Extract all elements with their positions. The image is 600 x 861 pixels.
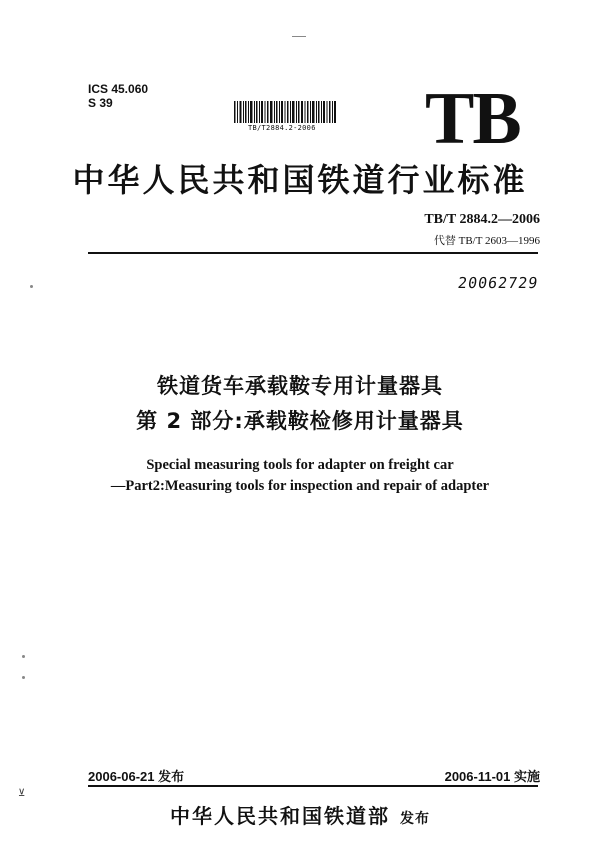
standard-number: TB/T 2884.2—2006 — [424, 212, 540, 227]
classification-codes — [88, 82, 148, 110]
implement-date: 2006-11-01 实施 — [444, 769, 540, 784]
handwritten-number: 20062729 — [456, 274, 540, 292]
barcode-number: TB/T2884.2-2006 — [248, 124, 316, 132]
header-divider — [88, 252, 538, 254]
scan-mark — [292, 36, 306, 37]
footer-divider — [88, 785, 538, 787]
category-code: S 39 — [88, 96, 113, 110]
en-title-line-2: —Part2:Measuring tools for inspection and repair of adapter — [110, 478, 490, 494]
replaces-standard: 代替 TB/T 2603—1996 — [433, 235, 540, 247]
cn-title-line-2: 第 2 部分:承载鞍检修用计量器具 — [136, 409, 464, 433]
publisher-suffix: 发布 — [400, 811, 430, 827]
scan-mark — [22, 676, 25, 679]
publisher — [0, 800, 600, 829]
scan-mark — [30, 285, 33, 288]
scan-mark — [22, 655, 25, 658]
issue-date: 2006-06-21 发布 — [88, 769, 185, 784]
margin-mark: ⊻ — [18, 788, 26, 799]
publisher-name: 中华人民共和国铁道部 — [170, 804, 390, 828]
en-title-line-1: Special measuring tools for adapter on freight car — [146, 457, 454, 473]
barcode — [234, 101, 336, 123]
standard-category-title: 中华人民共和国铁道行业标准 — [72, 161, 528, 199]
ics-code: ICS 45.060 — [88, 82, 149, 96]
tb-logo: TB — [425, 78, 520, 160]
cn-title-line-1: 铁道货车承载鞍专用计量器具 — [157, 374, 443, 398]
